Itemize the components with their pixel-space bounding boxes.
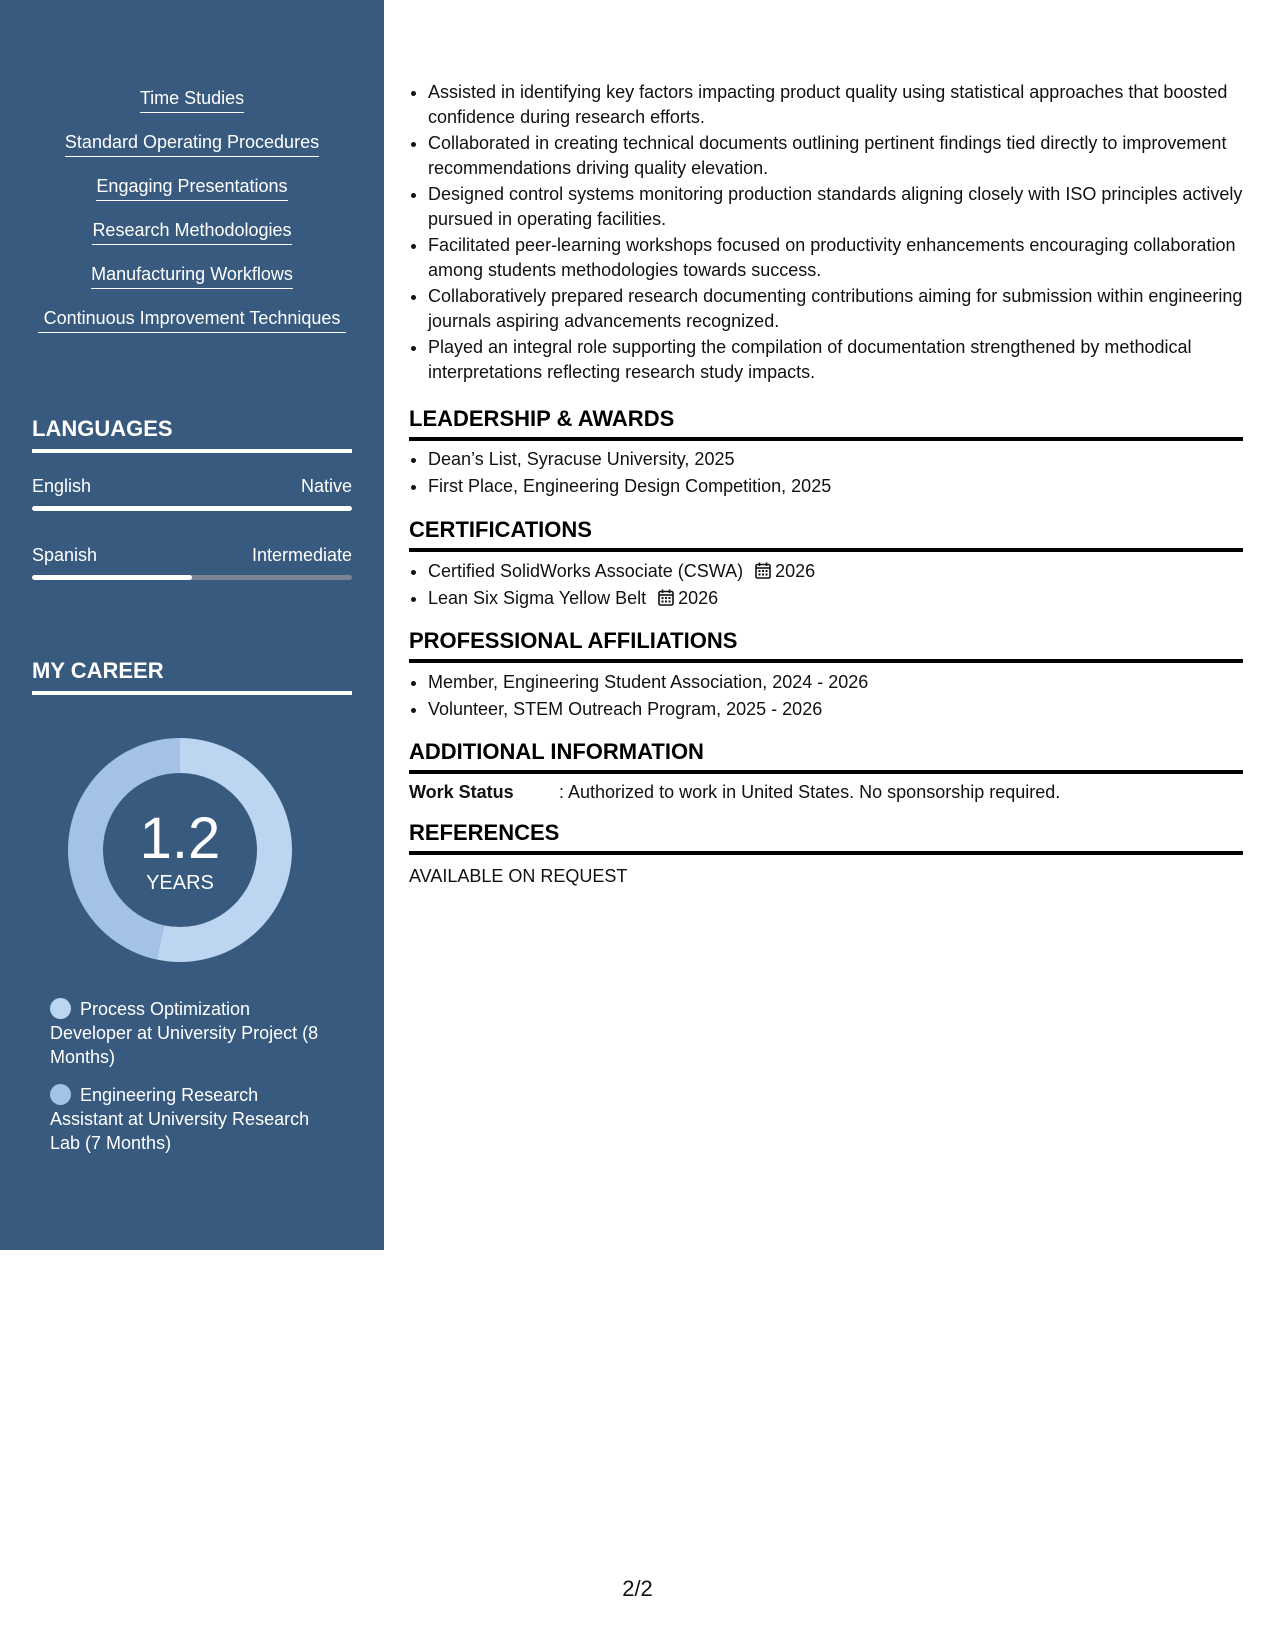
- experience-bullets: [409, 80, 1243, 384]
- language-proficiency-bar: [32, 575, 352, 580]
- leadership-section: [409, 447, 1243, 500]
- sidebar: [0, 0, 384, 1250]
- list-item: • Assisted in identifying key factors impacting product quality using statistical approaches that boosted confidence during research efforts.: [428, 80, 1243, 129]
- affiliations-heading: PROFESSIONAL AFFILIATIONS: [409, 627, 1243, 663]
- career-item: [50, 997, 330, 1069]
- references-text: AVAILABLE ON REQUEST: [409, 866, 628, 886]
- work-status-value: : Authorized to work in United States. No sponsorship required.: [559, 782, 1061, 802]
- language-proficiency-fill: [32, 575, 192, 580]
- calendar-icon: [755, 562, 771, 579]
- skill-item: Research Methodologies: [92, 218, 291, 245]
- career-total-value: 1.2: [139, 806, 221, 871]
- skill-item: Standard Operating Procedures: [65, 130, 319, 157]
- affiliations-section: [409, 670, 1243, 723]
- language-name: English: [32, 476, 92, 496]
- certifications-list: [409, 559, 1243, 610]
- list-item: • Collaboratively prepared research documenting contributions aiming for submission within engineering journals aspiring advancements recognized.: [428, 284, 1243, 333]
- experience-section: [409, 80, 1243, 386]
- language-level: Intermediate: [251, 545, 352, 565]
- list-item: [428, 586, 1243, 611]
- career-item-label: Process Optimization Developer at University Project (8 Months): [50, 999, 319, 1067]
- list-item: • First Place, Engineering Design Competition, 2025: [428, 474, 1243, 499]
- skill-item: Continuous Improvement Techniques: [38, 306, 346, 333]
- certification-year: 2026: [678, 587, 719, 608]
- skill-item: Engaging Presentations: [96, 174, 287, 201]
- language-level: Native: [300, 476, 352, 496]
- career-legend-dot: [50, 1084, 71, 1105]
- list-item: • Facilitated peer-learning workshops focused on productivity enhancements encouraging collaboration among students methodologies towards success.: [428, 233, 1243, 282]
- skill-item: Manufacturing Workflows: [91, 262, 293, 289]
- affiliations-list: [409, 670, 1243, 721]
- career-legend-dot: [50, 998, 71, 1019]
- list-item: [428, 559, 1243, 584]
- career-item-label: Engineering Research Assistant at University Research Lab (7 Months): [50, 1085, 310, 1153]
- work-status-row: [409, 780, 1243, 804]
- career-heading: MY CAREER: [32, 658, 352, 695]
- languages-heading: LANGUAGES: [32, 416, 352, 453]
- skill-item: Time Studies: [140, 86, 244, 113]
- leadership-list: [409, 447, 1243, 498]
- list-item: • Played an integral role supporting the compilation of documentation strengthened by methodical interpretations reflecting research study impacts.: [428, 335, 1243, 384]
- references-heading: REFERENCES: [409, 819, 1243, 855]
- language-row: [32, 475, 352, 497]
- certifications-section: [409, 559, 1243, 612]
- language-row: [32, 544, 352, 566]
- work-status-label: Work Status: [409, 782, 514, 802]
- career-total-unit: YEARS: [146, 872, 214, 894]
- calendar-icon: [658, 589, 674, 606]
- certifications-heading: CERTIFICATIONS: [409, 516, 1243, 552]
- list-item: • Collaborated in creating technical documents outlining pertinent findings tied directly to improvement recommendations driving quality elevation.: [428, 131, 1243, 180]
- language-name: Spanish: [32, 545, 98, 565]
- list-item: • Dean’s List, Syracuse University, 2025: [428, 447, 1243, 472]
- career-item: [50, 1083, 330, 1155]
- certification-name: Certified SolidWorks Associate (CSWA): [428, 561, 744, 581]
- list-item: • Designed control systems monitoring production standards aligning closely with ISO principles actively pursued in operating facilities.: [428, 182, 1243, 231]
- list-item: • Member, Engineering Student Association, 2024 - 2026: [428, 670, 1243, 695]
- skills-list: [38, 86, 346, 350]
- language-proficiency-fill: [32, 506, 352, 511]
- list-item: • Volunteer, STEM Outreach Program, 2025 - 2026: [428, 697, 1243, 722]
- language-proficiency-bar: [32, 506, 352, 511]
- page-number: 2/2: [622, 1576, 653, 1601]
- certification-name: Lean Six Sigma Yellow Belt: [428, 587, 647, 608]
- additional-info-heading: ADDITIONAL INFORMATION: [409, 738, 1243, 774]
- certification-year: 2026: [775, 561, 816, 581]
- leadership-heading: LEADERSHIP & AWARDS: [409, 405, 1243, 441]
